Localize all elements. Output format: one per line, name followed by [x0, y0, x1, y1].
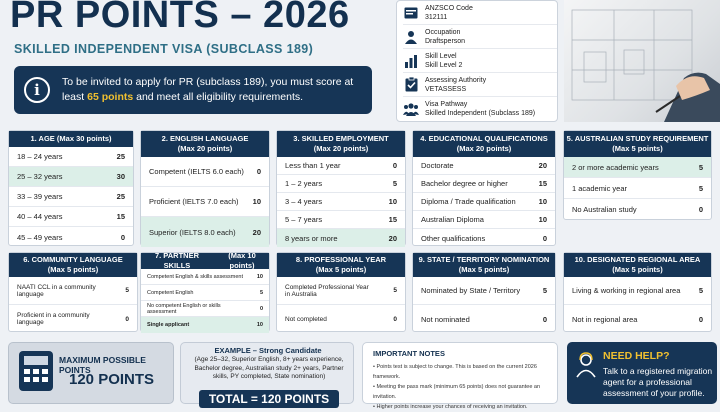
list-item: • Points test is subject to change. This is based on the current 2026 framework. — [373, 362, 555, 382]
table-row: Living & working in regional area 5 — [564, 277, 711, 305]
table-row: Competent English & skills assessment 10 — [141, 269, 269, 285]
clipboard-check-icon — [403, 77, 419, 93]
occupation-row-pathway — [403, 97, 557, 121]
max-points-box — [8, 342, 174, 404]
card-subtitle: (Max 30 points) — [56, 134, 112, 143]
card-subtitle: (Max 5 points) — [612, 144, 663, 153]
card-regional-area — [563, 252, 712, 332]
card-state-nomination — [412, 252, 556, 332]
help-text: Talk to a registered migration agent for a professional assessment of your profile. — [603, 366, 713, 398]
page-subtitle: SKILLED INDEPENDENT VISA (SUBCLASS 189) — [14, 42, 314, 56]
table-row: 18 – 24 years 25 — [9, 147, 133, 167]
table-row: Competent (IELTS 6.0 each) 0 — [141, 157, 269, 187]
table-row: 1 – 2 years 5 — [277, 175, 405, 193]
table-row: 40 – 44 years 15 — [9, 207, 133, 227]
table-row: 25 – 32 years 30 — [9, 167, 133, 187]
example-total: TOTAL = 120 POINTS — [199, 390, 339, 408]
table-row: 8 years or more 20 — [277, 229, 405, 247]
table-row: Not completed 0 — [285, 315, 397, 323]
card-professional-year — [276, 252, 406, 332]
card-study — [563, 130, 712, 220]
list-item: • Higher points increase your chances of receiving an invitation. — [373, 402, 555, 412]
card-title: 2. ENGLISH LANGUAGE — [161, 134, 249, 143]
occupation-value: VETASSESS — [425, 85, 467, 93]
card-english — [140, 130, 270, 246]
table-row: Less than 1 year 0 — [277, 157, 405, 175]
card-age — [8, 130, 134, 246]
page-title: PR POINTS – 2026 — [10, 0, 350, 36]
table-row: 1 academic year 5 — [564, 178, 711, 199]
card-community-language — [8, 252, 138, 332]
occupation-value: Skill Level 2 — [425, 61, 463, 69]
occupation-value: 312111 — [425, 13, 448, 21]
card-title: 3. SKILLED EMPLOYMENT — [293, 134, 389, 143]
table-row: Other qualifications 0 — [421, 233, 547, 243]
occupation-label: Skill Level — [425, 52, 457, 60]
banner-highlight: 65 points — [87, 91, 134, 103]
list-item: • Meeting the pass mark (minimum 65 points) does not guarantee an invitation. — [373, 382, 555, 402]
card-subtitle: (Max 5 points) — [315, 265, 367, 274]
table-row: Diploma / Trade qualification 10 — [413, 193, 555, 211]
table-row: 2 or more academic years 5 — [564, 157, 711, 178]
notes-title: IMPORTANT NOTES — [373, 349, 445, 358]
table-row: 45 – 49 years 0 — [17, 232, 125, 242]
table-row: Doctorate 20 — [413, 157, 555, 175]
table-row: Not in regional area 0 — [572, 314, 703, 324]
person-icon — [403, 29, 419, 45]
table-row: Proficient in a community language 0 — [17, 312, 129, 326]
table-row: 33 – 39 years 25 — [9, 187, 133, 207]
card-title: 6. COMMUNITY LANGUAGE — [23, 255, 123, 264]
occupation-label: ANZSCO Code — [425, 4, 473, 12]
info-icon: i — [24, 77, 50, 103]
table-row: Not nominated 0 — [421, 314, 547, 324]
card-education — [412, 130, 556, 246]
card-title: 1. AGE — [30, 134, 55, 143]
skill-level-icon — [403, 53, 419, 69]
table-row: Superior (IELTS 8.0 each) 20 — [141, 217, 269, 247]
occupation-row-code — [403, 1, 557, 25]
table-row: Nominated by State / Territory 5 — [413, 277, 555, 305]
occupation-label: Assessing Authority — [425, 76, 487, 84]
card-subtitle: (Max 20 points) — [313, 144, 369, 153]
calculator-icon — [19, 351, 53, 391]
card-title: 10. DESIGNATED REGIONAL AREA — [574, 255, 701, 264]
occupation-label: Occupation — [425, 28, 461, 36]
occupation-label: Visa Pathway — [425, 101, 468, 108]
occupation-value: Draftsperson — [425, 37, 466, 45]
example-box — [180, 342, 354, 404]
drafting-photo — [564, 0, 720, 122]
card-employment — [276, 130, 406, 246]
card-subtitle: (Max 10 points) — [228, 251, 256, 270]
card-title: 7. PARTNER SKILLS — [154, 251, 199, 270]
important-notes — [362, 342, 558, 410]
table-row: NAATI CCL in a community language 5 — [9, 277, 137, 305]
card-subtitle: (Max 20 points) — [177, 144, 233, 153]
help-title: NEED HELP? — [603, 350, 670, 362]
max-points-label: MAXIMUM POSSIBLE POINTS — [59, 355, 146, 375]
occupation-panel — [396, 0, 558, 122]
card-title: 4. EDUCATIONAL QUALIFICATIONS — [420, 134, 548, 143]
notes-list — [373, 362, 555, 412]
occupation-value: Skilled Independent (Subclass 189) — [425, 110, 536, 117]
card-partner-skills — [140, 252, 270, 332]
people-icon — [403, 101, 419, 117]
banner-text-before: To be invited to apply for PR (subclass 189), you must score at least — [62, 76, 354, 103]
card-title: 5. AUSTRALIAN STUDY REQUIREMENT — [566, 134, 709, 143]
card-subtitle: (Max 5 points) — [612, 265, 663, 274]
table-row: 3 – 4 years 10 — [277, 193, 405, 211]
table-row: Competent English 5 — [141, 285, 269, 301]
table-row: Australian Diploma 10 — [413, 211, 555, 229]
eligibility-banner — [14, 66, 372, 114]
table-row: Single applicant 10 — [141, 317, 269, 333]
occupation-row-authority — [403, 73, 557, 97]
code-icon — [403, 5, 419, 21]
card-title: 9. STATE / TERRITORY NOMINATION — [418, 255, 550, 264]
table-row: Completed Professional Year in Australia 5 — [277, 277, 405, 305]
occupation-row-title — [403, 25, 557, 49]
max-points-value: 120 POINTS — [69, 371, 155, 388]
occupation-row-skill — [403, 49, 557, 73]
card-subtitle: (Max 5 points) — [458, 265, 510, 274]
banner-text-after: and meet all eligibility requirements. — [136, 91, 304, 103]
card-title: 8. PROFESSIONAL YEAR — [295, 255, 387, 264]
table-row: Proficient (IELTS 7.0 each) 10 — [141, 187, 269, 217]
card-subtitle: (Max 20 points) — [456, 144, 512, 153]
card-subtitle: (Max 5 points) — [47, 265, 99, 274]
table-row: 5 – 7 years 15 — [277, 211, 405, 229]
help-agent-icon — [575, 352, 597, 378]
table-row: No competent English or skills assessment 0 — [141, 301, 269, 317]
example-description: (Age 25–32, Superior English, 8+ years experience, Bachelor degree, Australian study 2+ years, Partner skills, PY completed, State nomination) — [194, 356, 344, 380]
help-box — [567, 342, 717, 404]
table-row: No Australian study 0 — [572, 205, 703, 214]
table-row: Bachelor degree or higher 15 — [413, 175, 555, 193]
example-title: EXAMPLE – Strong Candidate — [214, 346, 322, 355]
